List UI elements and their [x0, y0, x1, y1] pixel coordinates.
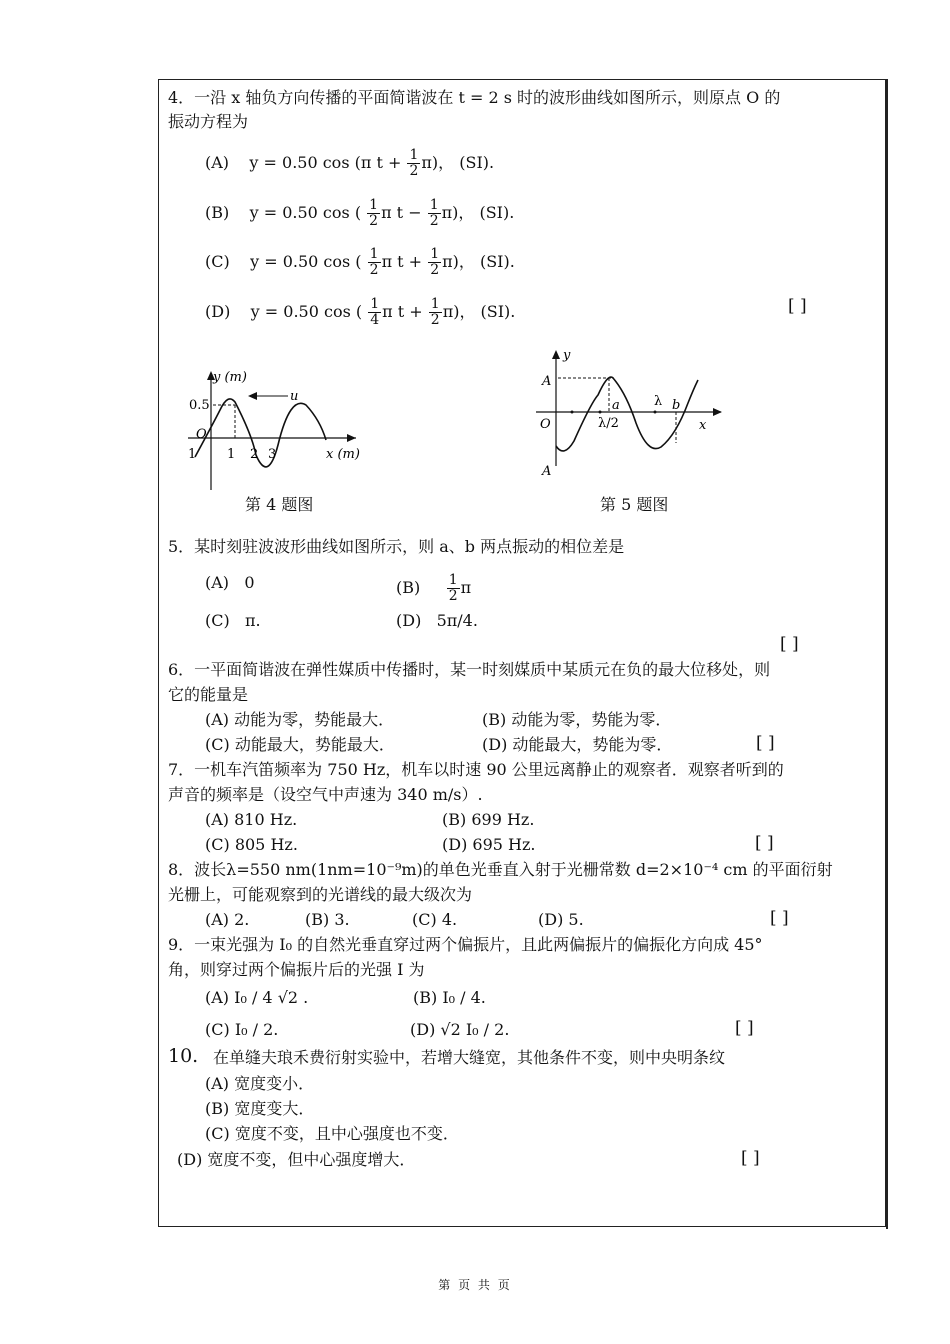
- fraction: $\frac{1}{2}$: [369, 197, 379, 229]
- q9-option-b[interactable]: (B) I₀ / 4.: [413, 988, 486, 1007]
- y-axis-arrow: [552, 350, 560, 359]
- fraction: $\frac{1}{2}$: [430, 296, 440, 328]
- x-axis-arrow: [347, 434, 356, 442]
- figure-5-caption: 第 5 题图: [600, 495, 669, 514]
- fig4-origin: O: [196, 427, 207, 442]
- q9-option-a[interactable]: (A) I₀ / 4 √2 .: [205, 988, 309, 1007]
- q10-option-c[interactable]: (C) 宽度不变，且中心强度也不变．: [205, 1124, 459, 1143]
- q4-stem-line2: 振动方程为: [168, 112, 249, 131]
- q9-answer-bracket[interactable]: [ ]: [735, 1018, 754, 1038]
- page-footer: 第 页 共 页: [438, 1278, 512, 1292]
- fraction: $\frac{1}{2}$: [429, 197, 439, 229]
- x-axis-arrow: [713, 408, 722, 416]
- q7-stem-line1: 7．一机车汽笛频率为 750 Hz，机车以时速 90 公里远离静止的观察者．观察者听到的: [168, 760, 784, 779]
- q5-option-c[interactable]: (C) π.: [205, 611, 261, 630]
- fig5-y-label: y: [563, 348, 571, 363]
- fig4-amp-label: 0.5: [189, 398, 210, 413]
- fig5-lambda-label: λ: [654, 394, 663, 409]
- figure-4-caption: 第 4 题图: [245, 495, 314, 514]
- fraction: $\frac{1}{2}$: [448, 572, 458, 604]
- q6-stem-line2: 它的能量是: [168, 685, 249, 704]
- node-dot: [599, 411, 602, 414]
- q6-stem-line1: 6．一平面简谐波在弹性媒质中传播时，某一时刻媒质中某质元在负的最大位移处，则: [168, 660, 771, 679]
- q7-answer-bracket[interactable]: [ ]: [755, 833, 774, 853]
- q10-option-d[interactable]: (D) 宽度不变，但中心强度增大．: [177, 1150, 416, 1169]
- q5-answer-bracket[interactable]: [ ]: [780, 634, 799, 654]
- q4-option-a[interactable]: (A) y = 0.50 cos (π t + $\frac{1}{2}$ π)， (SI).: [205, 147, 495, 179]
- q6-option-b[interactable]: (B) 动能为零，势能为零．: [482, 710, 672, 729]
- q7-option-b[interactable]: (B) 699 Hz.: [442, 810, 535, 829]
- q6-answer-bracket[interactable]: [ ]: [756, 733, 775, 753]
- q8-option-a[interactable]: (A) 2.: [205, 910, 250, 929]
- q9-option-c[interactable]: (C) I₀ / 2.: [205, 1020, 279, 1039]
- fig4-y-label: y (m): [213, 370, 247, 385]
- fig5-origin: O: [540, 417, 551, 432]
- q7-option-c[interactable]: (C) 805 Hz.: [205, 835, 298, 854]
- node-dot: [654, 411, 657, 414]
- fig5-a-bottom: A: [542, 464, 552, 479]
- fig4-tick-neg1: 1: [188, 447, 197, 462]
- fig4-u-label: u: [290, 389, 299, 404]
- fig5-b-label: b: [672, 398, 681, 413]
- q10-answer-bracket[interactable]: [ ]: [741, 1148, 760, 1168]
- fraction: $\frac{1}{2}$: [430, 246, 440, 278]
- node-dot: [571, 411, 574, 414]
- q8-option-d[interactable]: (D) 5.: [538, 910, 584, 929]
- q9-stem-line1: 9．一束光强为 I₀ 的自然光垂直穿过两个偏振片，且此两偏振片的偏振化方向成 45°: [168, 935, 763, 954]
- q5-option-b[interactable]: (B) $\frac{1}{2}$ π: [396, 572, 472, 604]
- q10-option-a[interactable]: (A) 宽度变小．: [205, 1074, 315, 1093]
- q8-option-b[interactable]: (B) 3.: [305, 910, 350, 929]
- q8-stem-line1: 8．波长λ=550 nm(1nm=10⁻⁹m)的单色光垂直入射于光栅常数 d=2×10⁻⁴ cm 的平面衍射: [168, 860, 833, 879]
- figure-4-wave: [180, 365, 370, 495]
- q7-stem-line2: 声音的频率是（设空气中声速为 340 m/s）.: [168, 785, 483, 804]
- q5-option-d[interactable]: (D) 5π/4.: [396, 611, 478, 630]
- q7-option-a[interactable]: (A) 810 Hz.: [205, 810, 298, 829]
- fig4-tick-2: 2: [250, 447, 259, 462]
- q8-option-c[interactable]: (C) 4.: [412, 910, 458, 929]
- wave-curve: [195, 399, 326, 467]
- q9-option-d[interactable]: (D) √2 I₀ / 2.: [410, 1020, 510, 1039]
- q6-option-d[interactable]: (D) 动能最大，势能为零．: [482, 735, 673, 754]
- fig4-x-label: x (m): [326, 447, 360, 462]
- fig5-x-label: x: [699, 418, 707, 433]
- q6-option-a[interactable]: (A) 动能为零，势能最大．: [205, 710, 395, 729]
- fig5-half-lambda: λ/2: [598, 416, 619, 431]
- q4-stem-line1: 4．一沿 x 轴负方向传播的平面简谐波在 t = 2 s 时的波形曲线如图所示，则原点 O 的: [168, 88, 781, 107]
- q5-stem: 5．某时刻驻波波形曲线如图所示，则 a、b 两点振动的相位差是: [168, 537, 625, 556]
- q9-stem-line2: 角，则穿过两个偏振片后的光强 I 为: [168, 960, 425, 979]
- fraction: $\frac{1}{4}$: [370, 296, 380, 328]
- q4-option-c[interactable]: (C) y = 0.50 cos ( $\frac{1}{2}$ π t + $\frac{1}{2}$ π)， (SI).: [205, 246, 515, 278]
- fig4-tick-1: 1: [227, 447, 236, 462]
- fraction: $\frac{1}{2}$: [369, 246, 379, 278]
- q10-stem: 在单缝夫琅禾费衍射实验中，若增大缝宽，其他条件不变，则中央明条纹: [213, 1048, 726, 1067]
- q4-option-d[interactable]: (D) y = 0.50 cos ( $\frac{1}{4}$ π t + $\frac{1}{2}$ π)， (SI).: [205, 296, 516, 328]
- u-arrow-head: [248, 392, 257, 400]
- q10-option-b[interactable]: (B) 宽度变大．: [205, 1099, 315, 1118]
- q8-answer-bracket[interactable]: [ ]: [770, 908, 789, 928]
- fig5-a-top: A: [542, 374, 552, 389]
- fig5-a-label: a: [612, 398, 620, 413]
- wave-curve: [556, 377, 698, 451]
- fig4-tick-3: 3: [268, 447, 277, 462]
- fraction: $\frac{1}{2}$: [409, 147, 419, 179]
- q8-stem-line2: 光栅上，可能观察到的光谱线的最大级次为: [168, 885, 473, 904]
- q4-option-b[interactable]: (B) y = 0.50 cos ( $\frac{1}{2}$ π t − $\frac{1}{2}$ π)， (SI).: [205, 197, 515, 229]
- q4-answer-bracket[interactable]: [ ]: [788, 296, 807, 316]
- figure-5-standing-wave: [536, 343, 726, 483]
- q6-option-c[interactable]: (C) 动能最大，势能最大．: [205, 735, 395, 754]
- q5-option-a[interactable]: (A) 0: [205, 573, 255, 592]
- q10-number: 10.: [168, 1045, 199, 1067]
- q7-option-d[interactable]: (D) 695 Hz.: [442, 835, 536, 854]
